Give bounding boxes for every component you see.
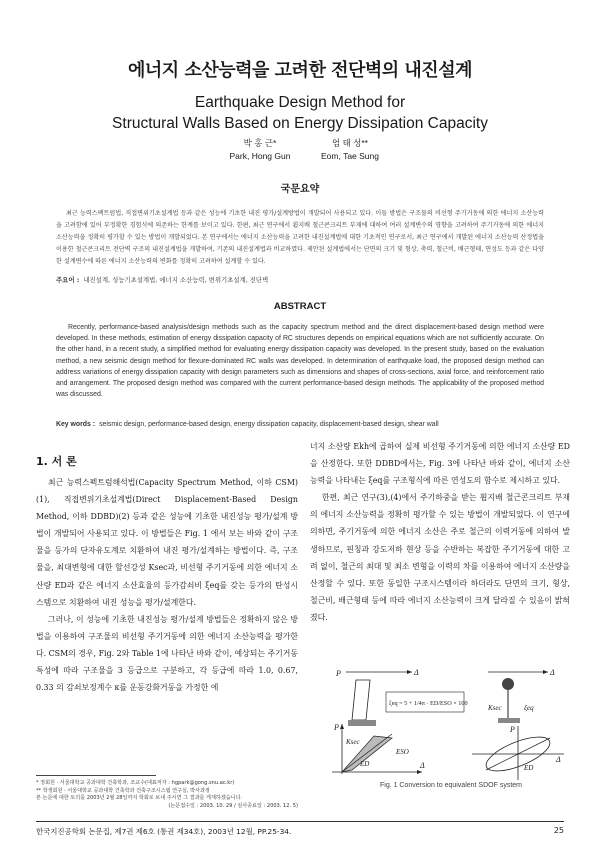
title-en-line1: Earthquake Design Method for xyxy=(194,94,406,111)
left-paragraph-1: 최근 능력스펙트럼해석법(Capacity Spectrum Method, 이하 CSM)(1), 직접변위기초설계법(Direct Displacement-Based Design Method, 이하 DDBD)(2) 등과 같은 성능에 기초한 내진성능 평가/설계 방법이 개발되어 사용되고 있다. 이 방법들은 Fig. 1 에서 보는 바와 같이 구조물을 등가의 단자유도계로 치환하여 내진 평가/설계하는 방법이다. 즉, 구조물을, 최대변형에 대한 할선강성 Ksec과, 비선형 주기거동에 의한 에너지 소산량 ED과 같은 에너지 소산효율의 등가감쇠비 ξeq를 갖는 등가의 탄성시스템으로 치환하여 내진 성능을 평가/설계한다. xyxy=(36,478,298,607)
page-footer-rule xyxy=(36,821,564,822)
label-delta-top: Δ xyxy=(414,668,419,677)
label-delta-loop: Δ xyxy=(556,755,561,764)
label-ed: ED xyxy=(360,760,370,768)
label-p-axis: P xyxy=(334,723,339,732)
author-2 xyxy=(290,137,410,163)
footnote-4: (논문접수일 : 2003. 10. 29 / 심사종료일 : 2003. 12. 5) xyxy=(168,802,298,809)
keywords-en xyxy=(56,421,544,428)
page-number: 25 xyxy=(553,826,564,835)
keywords-ko-label: 주요어 : xyxy=(56,276,80,284)
wall-base xyxy=(348,720,376,726)
right-paragraph-2: 한편, 최근 연구(3),(4)에서 주기하중을 받는 휨지배 철근콘크리트 부재의 에너지 소산능력을 정확히 평가할 수 있는 방법이 개발되었다. 이 연구에 의하면, 주기거동에 의한 에너지 소산은 주로 철근의 이력거동에 의하여 발생하므로, 핀칭과 강도저하 현상 등을 수반하는 복잡한 주기거동에 대한 고려 없이, 철근의 최대 및 최소 변형을 이력의 차를 이용하여 에너지 소산량을 산정할 수 있다. 또한 동일한 구조시스템이라 하더라도 단면의 크기, 형상, 철근비, 배근형태 등에 따라 에너지 소산능력이 크게 달라질 수 있음이 밝혀졌다. xyxy=(310,493,570,622)
left-paragraph-2: 그러나, 이 성능에 기초한 내진성능 평가/설계 방법들은 정확하지 않은 방법을 이용하여 구조물의 비선형 주기거동에 의한 에너지 소산능력을 평가한다. CSM의 경우, Fig. 2와 Table 1에 나타난 바와 같이, 예상되는 주기거동 특성에 따라 구조물을 3 등급으로 구분하고, 각 등급에 따라 1.0, 0.67, 0.33 의 감쇠보정계수 κ를 운동강화거동을 가정한 에 xyxy=(36,614,298,693)
keywords-ko-value: 내진설계, 성능기초설계법, 에너지 소산능력, 변위기초설계, 전단벽 xyxy=(83,276,269,284)
label-p-top: P xyxy=(336,669,341,678)
label-p-right: P xyxy=(510,725,515,734)
keywords-ko xyxy=(56,275,544,284)
abstract-en-heading: ABSTRACT xyxy=(273,301,327,312)
wall-shape xyxy=(352,680,370,720)
keywords-en-value: seismic design, performance-based design, energy dissipation capacity, displacement-based design, shear wall xyxy=(99,421,439,428)
label-ksec-right: Ksec xyxy=(488,704,502,712)
footnote-3: 본 논문에 대한 토의를 2003년 2월 28일까지 학회로 보내 주시면 그 결과를 게재하겠습니다. xyxy=(36,795,243,802)
footnote-rule xyxy=(36,775,156,776)
equation-text: ξeq = 5 + 1/4π · ED/ESO × 100 xyxy=(389,700,468,707)
author-name-ko: 엄 태 성** xyxy=(332,138,368,148)
right-column xyxy=(310,438,570,626)
label-delta-axis: Δ xyxy=(420,761,425,770)
abstract-ko-text: 최근 능력스펙트럼법, 직접변위기초설계법 등과 같은 성능에 기초한 내진 평가/설계방법이 개발되어 사용되고 있다. 이들 방법은 구조물의 비선형 주기거동에 의한 에너지 소산능력을 고려함에 있어 부정확한 경험식에 의존하는 한계를 보이고 있다. 한편, 최근 연구에서 휨지배 철근콘크리트 부재에 대하여 여러 설계변수의 영향을 고려하여 주기거동에 의한 에너지 소산능력을 정확히 평가할 수 있는 방법이 개발되었다. 본 연구에서는 에너지 소산능력을 고려한 내진설계법에 대한 기초적인 연구로서, 최근 연구에서 개발된 에너지 소산능력 산정법을 이용한 철근콘크리트 전단벽 구조의 내진설계법을 개발하여, 기존의 내진설계법과 비교하였다. 제안된 설계법에서는 단면의 크기 및 형상, 축력, 철근비, 배근형태, 연성도 등과 같은 다양한 설계변수에 따른 에너지 소산능력의 변화를 정확히 고려하여 설계할 수 있다. xyxy=(56,210,544,266)
label-eso: ESO xyxy=(396,748,409,756)
keywords-en-label: Key words : xyxy=(56,421,96,428)
title-en-line2: Structural Walls Based on Energy Dissipation Capacity xyxy=(112,115,488,132)
journal-citation: 한국지진공학회 논문집, 제7권 제6호 (통권 제34호), 2003년 12월, PP.25-34. xyxy=(36,827,292,836)
label-ed-right: ED xyxy=(524,764,534,772)
right-paragraph-1: 너지 소산량 Ekh에 곱하여 실제 비선형 주기거동에 의한 에너지 소산량 ED을 산정한다. 또한 DDBD에서는, Fig. 3에 나타난 바와 같이, 에너지 소산능력을 나타내는 ξeq를 구조형식에 따른 연성도의 함수로 제시하고 있다. xyxy=(310,442,570,486)
abstract-en-text: Recently, performance-based analysis/design methods such as the capacity spectrum method and the direct displacement-based design method were developed. In these methods, estimation of energy dissipation capacity of RC structures depends on empirical equations which are not sufficiently accurate. On the other hand, in a recent study, a simplified method for evaluating energy dissipation capacity was developed. In the present study, based on the evaluation method, a new seismic design method for flexure-dominated RC walls was developed. In determination of earthquake load, the proposed design method can address variations of energy dissipation capacity with design parameters such as dimensions and shapes of cross-sections, axial force, and reinforcement ratio and arrangement. The proposed design method was compared with the current performance-based design methods. The applicability of the proposed method was discussed. xyxy=(56,324,544,399)
paper-title-korean: 에너지 소산능력을 고려한 전단벽의 내진설계 xyxy=(128,60,472,81)
author-name-en: Park, Hong Gun xyxy=(229,151,291,161)
label-xi-eq: ξeq xyxy=(524,704,534,712)
author-name-en: Eom, Tae Sung xyxy=(321,151,379,161)
footnotes xyxy=(36,780,298,810)
figure-1-diagram xyxy=(312,662,570,780)
footnote-1: * 정회원 · 서울대학교 공과대학 건축학과, 조교수(대표저자 : hgpark@gong.snu.ac.kr) xyxy=(36,780,235,786)
figure-1-caption: Fig. 1 Conversion to equivalent SDOF system xyxy=(379,782,522,789)
footnote-2: ** 학생회원 · 서울대학교 공과대학 건축학과 건축구조시스템 연구실, 박사과정 xyxy=(36,787,210,794)
sdof-mass xyxy=(502,678,514,690)
section-title: 1. 서 론 xyxy=(36,455,77,468)
left-column xyxy=(36,474,298,696)
paper-title-english xyxy=(0,92,600,134)
label-delta-right: Δ xyxy=(550,668,555,677)
author-name-ko: 박 홍 근* xyxy=(243,138,277,148)
label-ksec: Ksec xyxy=(346,738,360,746)
abstract-ko-heading: 국문요약 xyxy=(280,184,320,195)
